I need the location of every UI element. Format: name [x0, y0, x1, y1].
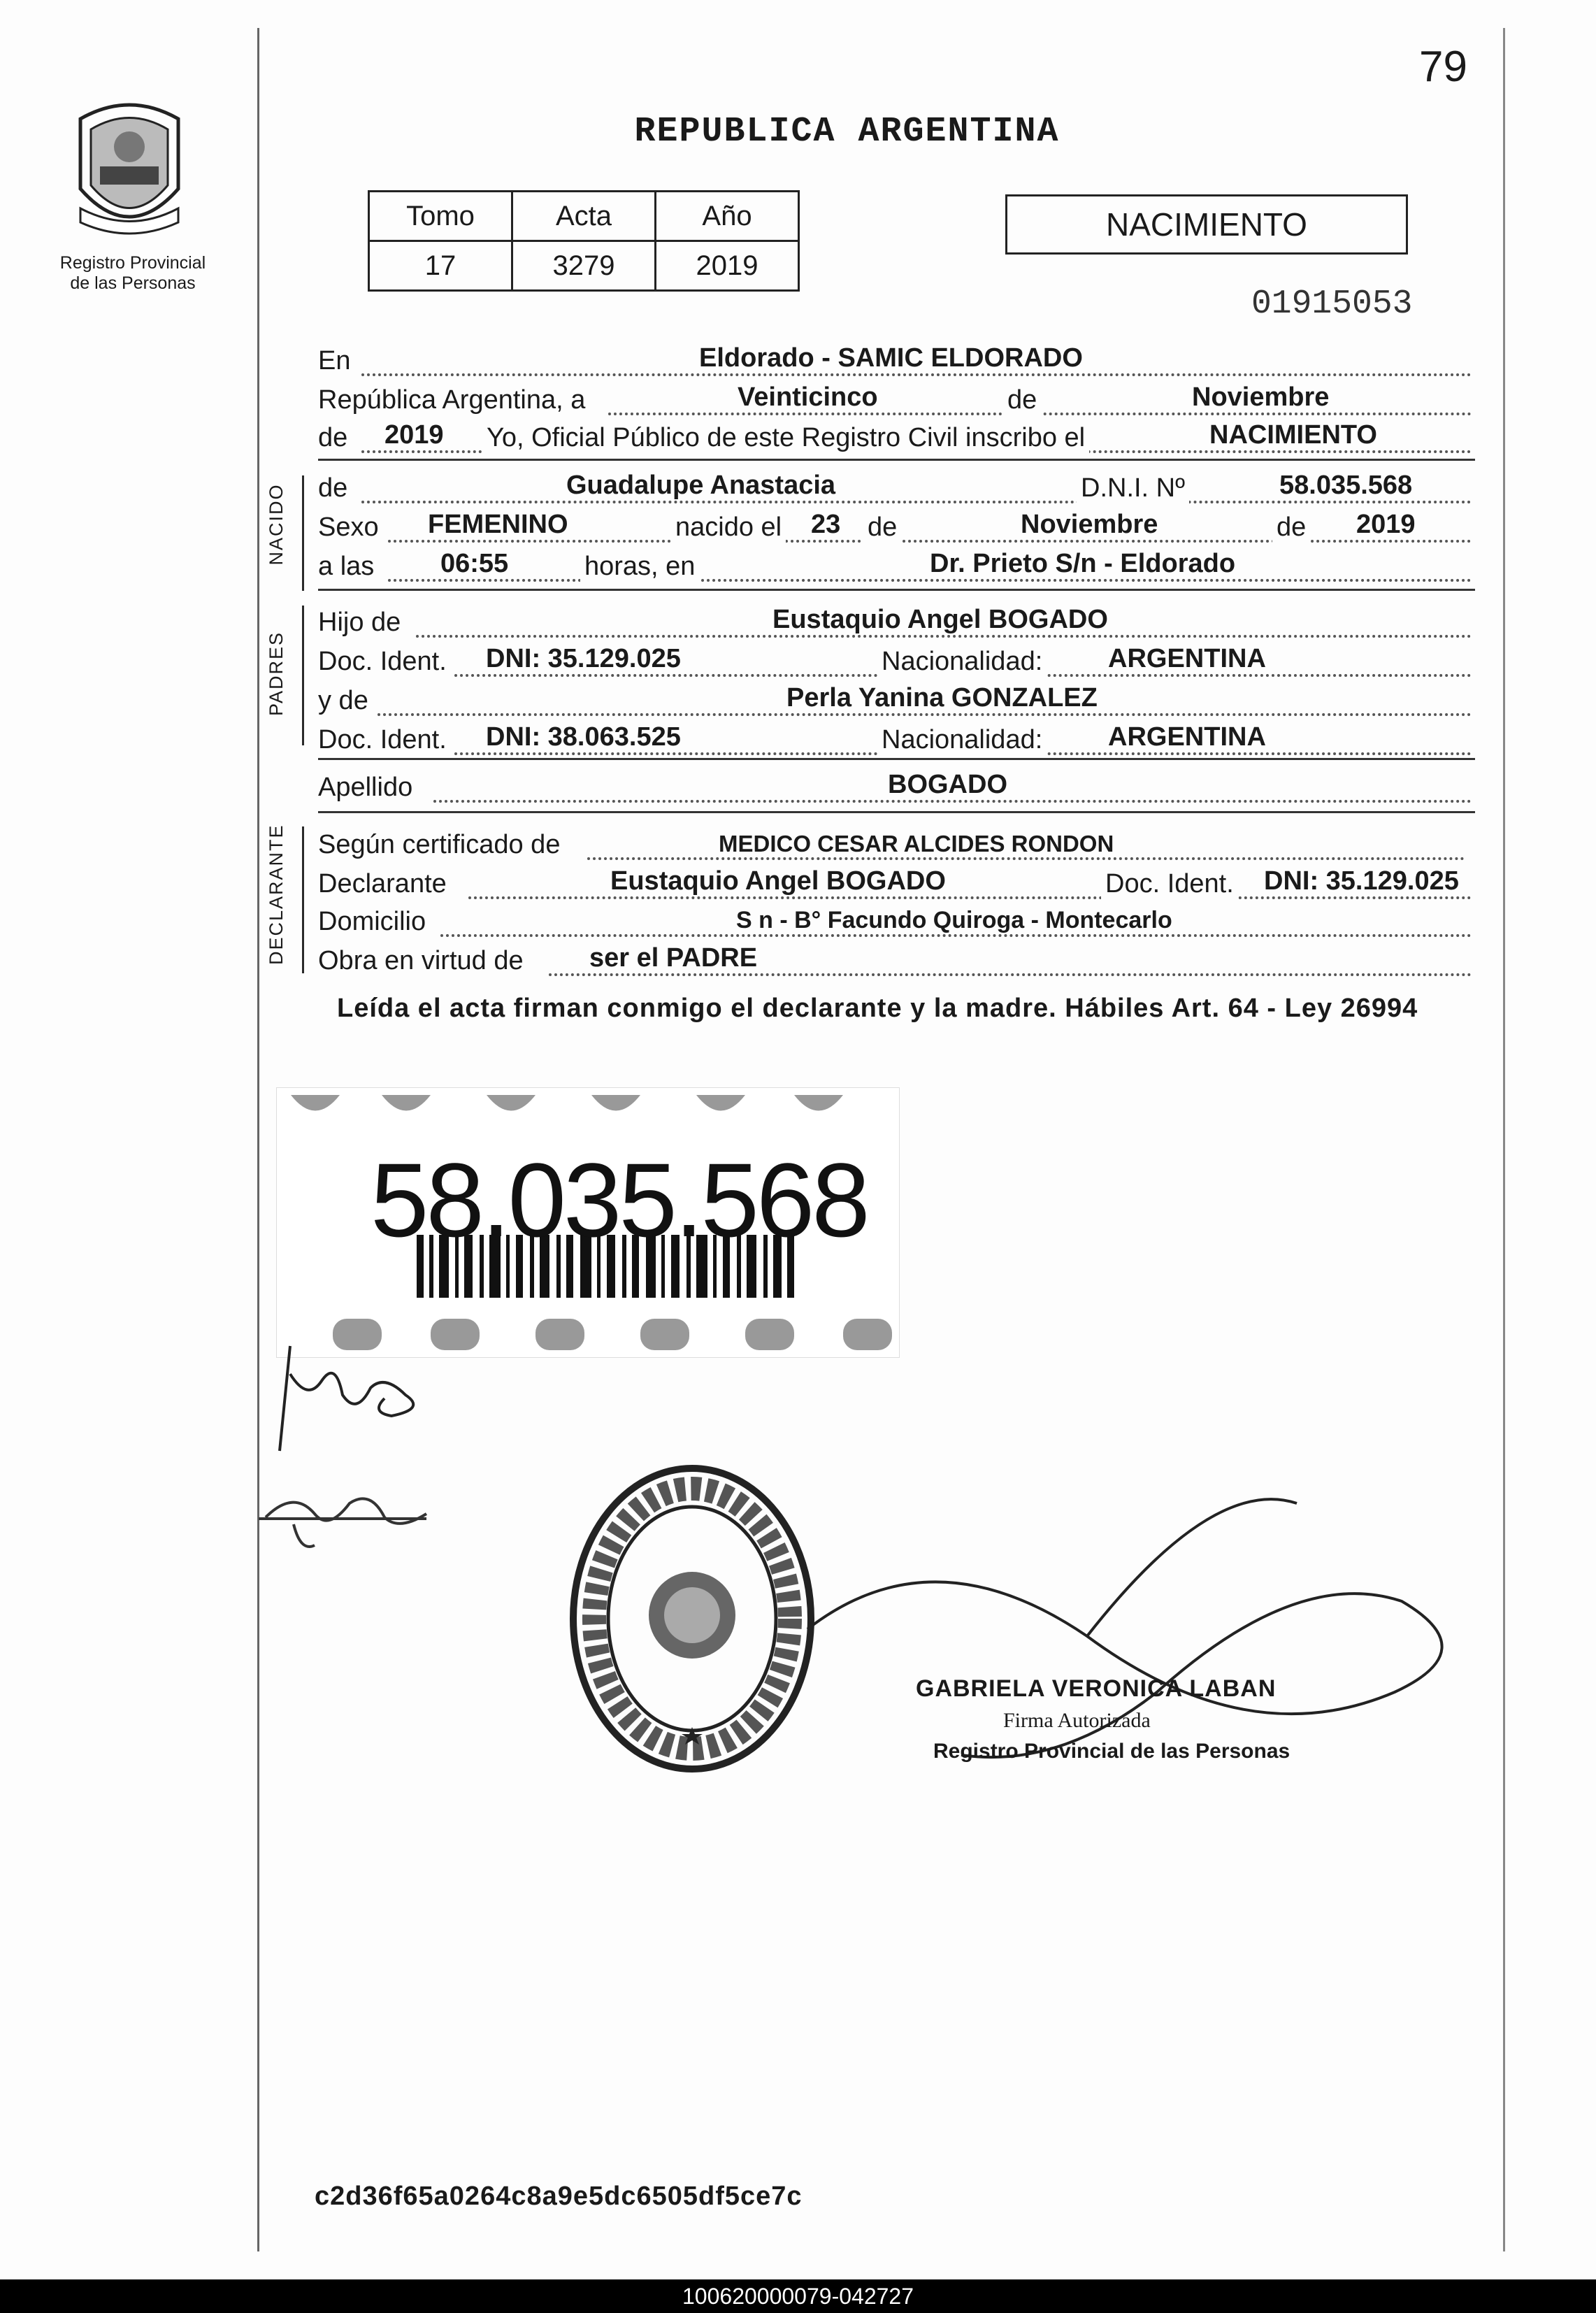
section-bar-nacido: [302, 475, 304, 591]
signatory-role: Firma Autorizada: [1003, 1709, 1151, 1732]
row-lugar: [318, 341, 1472, 380]
label-yo-oficial: Yo, Oficial Público de este Registro Civil inscribo el: [482, 423, 1089, 453]
stamp-seal-icon: [566, 1461, 818, 1776]
row-madre: [318, 681, 1472, 720]
row-fecha-inscripcion: [318, 380, 1472, 420]
acta-value-anio: 2019: [656, 241, 799, 291]
label-doc-ident-madre: Doc. Ident.: [318, 725, 447, 754]
label-apellido: Apellido: [318, 773, 413, 802]
dni-sticker-number: 58.035.568: [371, 1141, 868, 1259]
misiones-emblem: [66, 91, 192, 245]
dots: [388, 579, 1472, 582]
footer-code: 100620000079-042727: [0, 2279, 1596, 2313]
value-anio-nacimiento: 2019: [1356, 510, 1416, 539]
rule-3: [318, 758, 1475, 760]
label-domicilio: Domicilio: [318, 907, 426, 936]
value-padre-doc: DNI: 35.129.025: [486, 644, 681, 673]
value-sexo: FEMENINO: [428, 510, 568, 539]
row-domicilio: [318, 902, 1472, 941]
section-bar-padres: [302, 606, 304, 745]
label-nacionalidad-madre: Nacionalidad:: [877, 725, 1047, 755]
row-padre: [318, 603, 1472, 642]
acta-table-header-row: [369, 192, 799, 241]
label-hijo-de: Hijo de: [318, 608, 401, 637]
value-dni: 58.035.568: [1279, 471, 1413, 500]
value-lugar: Eldorado - SAMIC ELDORADO: [699, 343, 1083, 373]
value-domicilio: S n - B° Facundo Quiroga - Montecarlo: [736, 907, 1172, 933]
section-label-declarante: DECLARANTE: [266, 824, 287, 965]
label-horas-en: horas, en: [580, 552, 699, 582]
rule-2: [318, 589, 1475, 591]
document-type-box: NACIMIENTO: [1005, 194, 1408, 255]
row-padre-doc: [318, 642, 1472, 681]
dots: [361, 501, 1472, 503]
value-hora: 06:55: [440, 549, 509, 578]
serial-number: 01915053: [1251, 285, 1413, 323]
emblem-icon: [66, 91, 192, 245]
rule-4: [318, 811, 1475, 813]
dots: [587, 857, 1465, 860]
logo-caption-line1: Registro Provincial: [59, 253, 206, 273]
value-certificado-de: MEDICO CESAR ALCIDES RONDON: [719, 831, 1114, 857]
value-obra-en-virtud: ser el PADRE: [589, 943, 758, 973]
label-doc-ident: Doc. Ident.: [318, 647, 447, 676]
dots: [416, 635, 1472, 638]
value-mes-nacimiento: Noviembre: [1021, 510, 1158, 539]
label-y-de: y de: [318, 686, 368, 715]
dots: [433, 800, 1472, 803]
page-title: REPUBLICA ARGENTINA: [634, 112, 1060, 152]
sticker-pattern-top: [277, 1088, 899, 1130]
row-obra-en-virtud: [318, 941, 1472, 980]
label-declarante: Declarante: [318, 869, 447, 898]
value-mes-inscripcion: Noviembre: [1192, 382, 1330, 412]
acta-value-tomo: 17: [369, 241, 512, 291]
handwritten-signature-1: [266, 1332, 447, 1472]
value-madre-doc: DNI: 38.063.525: [486, 722, 681, 752]
label-republica-a: República Argentina, a: [318, 385, 586, 415]
official-stamp: [566, 1461, 818, 1776]
row-madre-doc: [318, 720, 1472, 759]
closing-text: Leída el acta firman conmigo el declarante y la madre. Hábiles Art. 64 - Ley 26994: [337, 994, 1418, 1023]
row-nombre: [318, 468, 1472, 508]
dots: [361, 373, 1472, 376]
row-apellido: [318, 768, 1472, 807]
label-de2: de: [318, 423, 348, 452]
acta-header-anio: Año: [656, 192, 799, 241]
label-nacido-el: nacido el: [671, 513, 786, 543]
signatory-org: Registro Provincial de las Personas: [933, 1740, 1291, 1763]
value-padre-nacionalidad: ARGENTINA: [1108, 644, 1266, 673]
row-inscribo: [318, 418, 1472, 457]
label-doc-ident-decl: Doc. Ident.: [1101, 869, 1238, 899]
document-hash: c2d36f65a0264c8a9e5dc6505df5ce7c: [315, 2182, 803, 2211]
value-padre: Eustaquio Angel BOGADO: [772, 605, 1108, 634]
page-number: 79: [1419, 43, 1467, 91]
value-lugar-nacimiento: Dr. Prieto S/n - Eldorado: [930, 549, 1236, 578]
label-en: En: [318, 346, 351, 375]
label-nacionalidad: Nacionalidad:: [877, 647, 1047, 677]
label-de-nombre: de: [318, 473, 348, 503]
label-de-anio: de: [1272, 513, 1310, 543]
value-tipo: NACIMIENTO: [1209, 420, 1377, 450]
signatory-name: GABRIELA VERONICA LABAN: [916, 1675, 1277, 1702]
value-declarante: Eustaquio Angel BOGADO: [610, 866, 946, 896]
row-declarante: [318, 864, 1472, 903]
acta-value-acta: 3279: [512, 241, 656, 291]
acta-header-acta: Acta: [512, 192, 656, 241]
value-anio-inscripcion: 2019: [384, 420, 444, 450]
label-de: de: [1003, 385, 1041, 415]
section-label-padres: PADRES: [266, 631, 287, 716]
dots: [440, 934, 1472, 937]
dots: [378, 713, 1472, 716]
acta-header-tomo: Tomo: [369, 192, 512, 241]
label-obra-en-virtud: Obra en virtud de: [318, 946, 524, 975]
handwritten-signature-2: [252, 1475, 433, 1559]
rule-1: [318, 459, 1475, 461]
left-margin-line: [257, 28, 259, 2251]
value-nombre: Guadalupe Anastacia: [566, 471, 836, 500]
dots: [468, 896, 1472, 899]
row-hora-lugar: [318, 547, 1472, 586]
label-a-las: a las: [318, 552, 375, 581]
section-bar-declarante: [302, 826, 304, 973]
acta-table: [368, 190, 800, 292]
label-de-mes: de: [863, 513, 901, 543]
logo-caption: [28, 253, 238, 294]
logo-caption-line2: de las Personas: [70, 273, 196, 293]
section-label-nacido: NACIDO: [266, 483, 287, 566]
value-dia-inscripcion: Veinticinco: [738, 382, 878, 412]
acta-table-value-row: [369, 241, 799, 291]
label-sexo: Sexo: [318, 513, 379, 542]
right-margin-line: [1503, 28, 1505, 2251]
value-apellido: BOGADO: [888, 770, 1007, 799]
label-segun-certificado: Según certificado de: [318, 830, 561, 859]
value-declarante-doc: DNI: 35.129.025: [1264, 866, 1459, 896]
row-sexo: [318, 508, 1472, 547]
value-dia-nacimiento: 23: [811, 510, 841, 539]
dots: [549, 973, 1472, 976]
row-certificado: [318, 825, 1472, 864]
value-madre-nacionalidad: ARGENTINA: [1108, 722, 1266, 752]
label-dni-no: D.N.I. Nº: [1077, 473, 1189, 503]
value-madre: Perla Yanina GONZALEZ: [786, 683, 1098, 712]
